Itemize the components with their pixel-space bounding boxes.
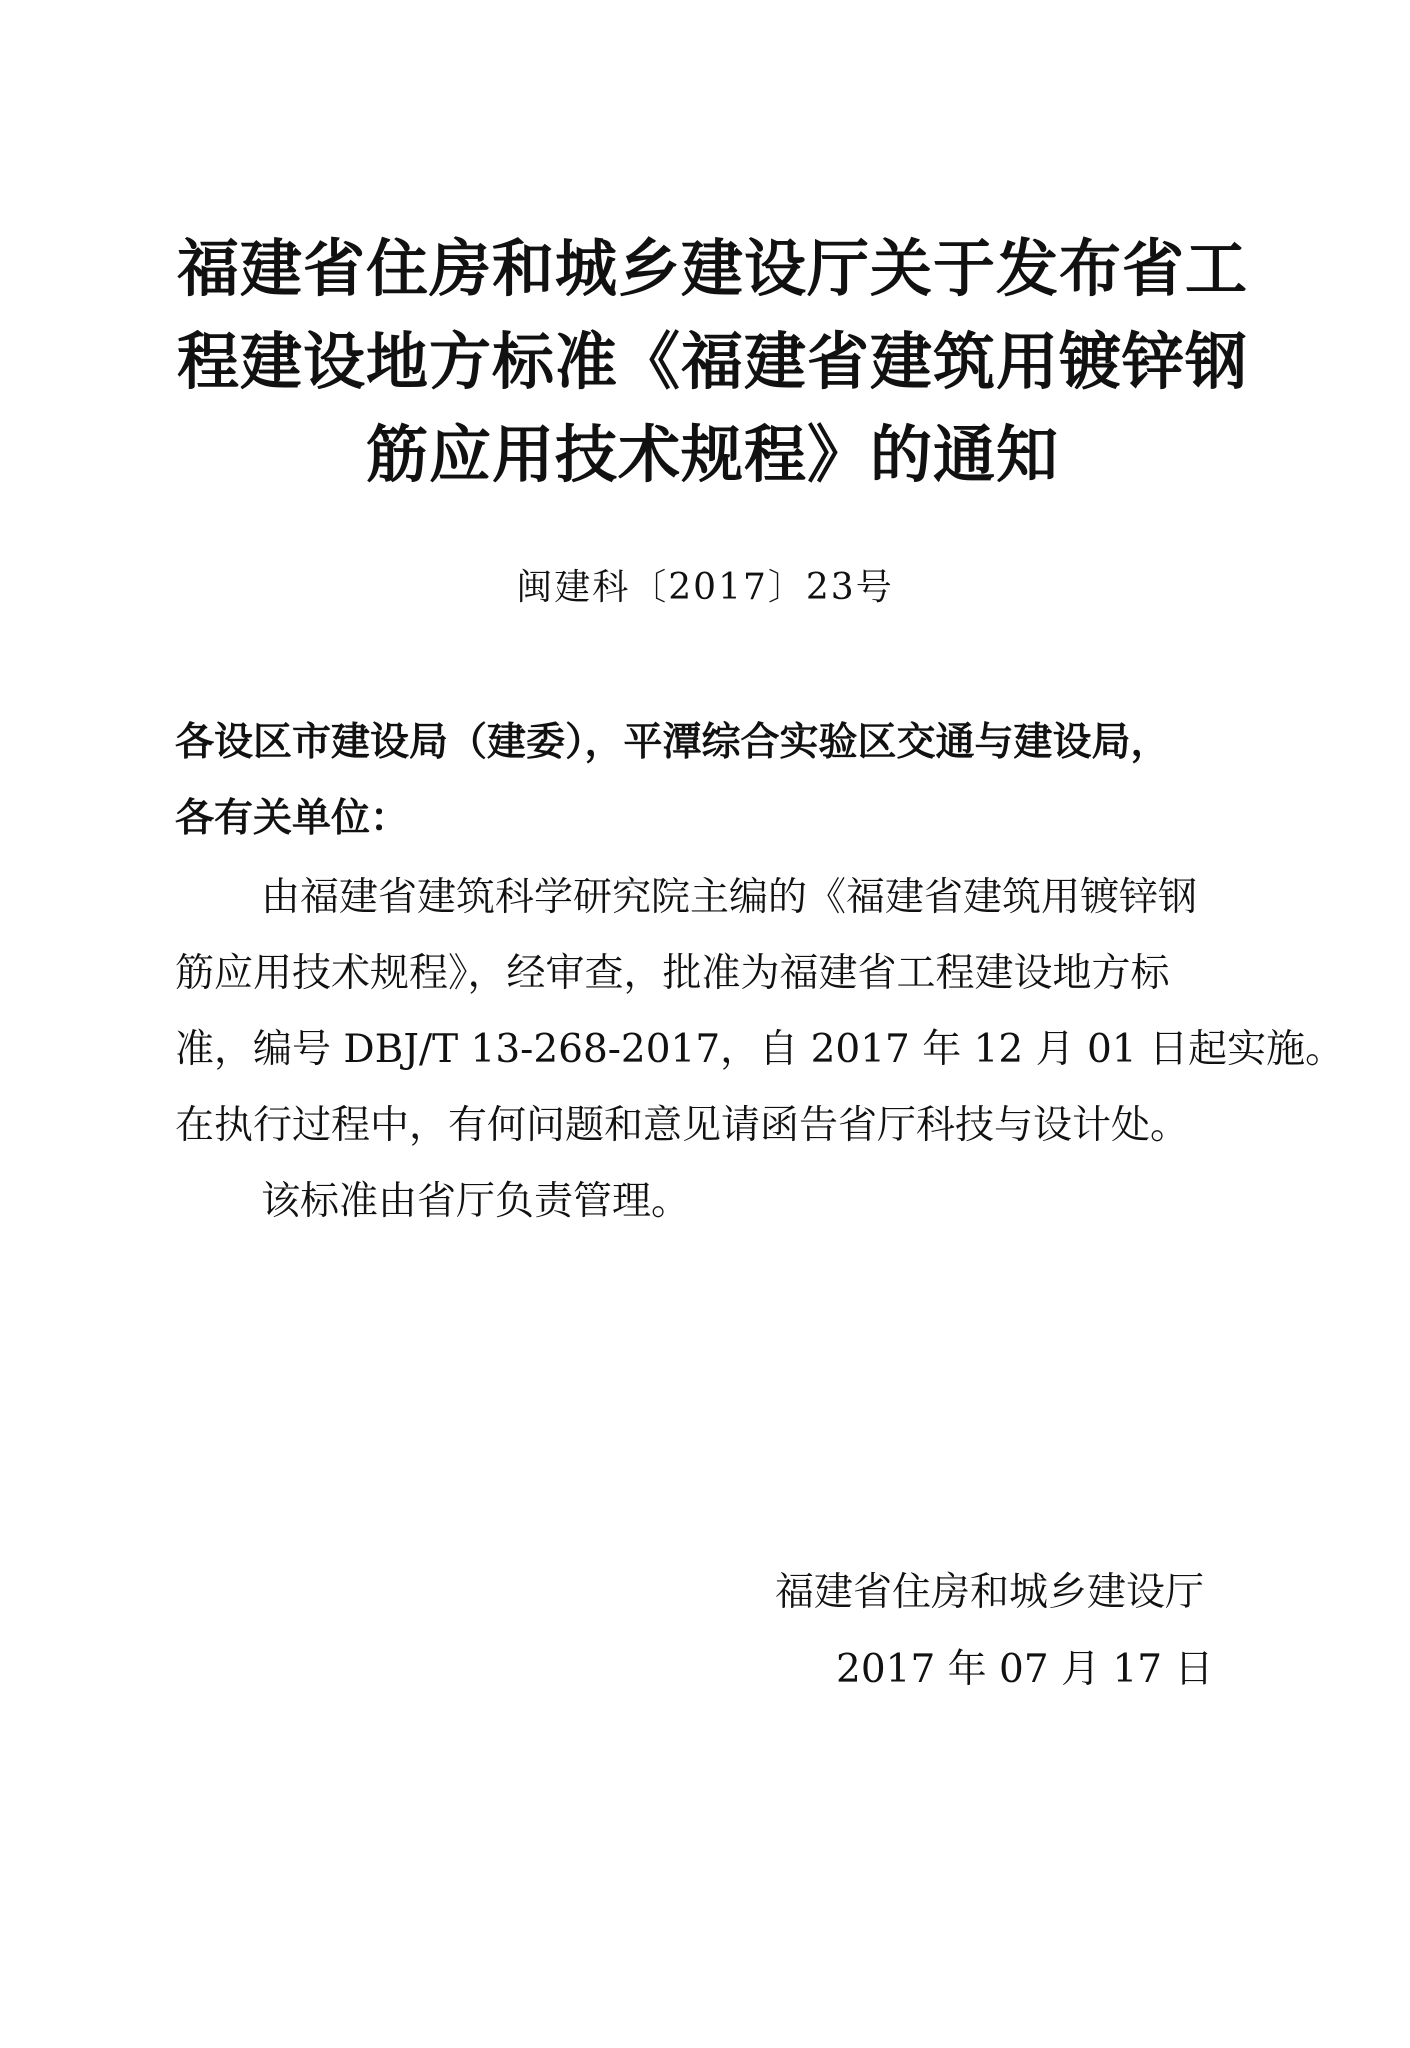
body-line: 准，编号 DBJ/T 13-268-2017，自 2017 年 12 月 01 日起实施。 — [175, 1027, 1345, 1072]
issuing-authority: 福建省住房和城乡建设厅 — [775, 1570, 1205, 1615]
addressee-line: 各有关单位： — [175, 796, 410, 841]
body-line: 在执行过程中，有何问题和意见请函告省厅科技与设计处。 — [175, 1103, 1190, 1148]
addressee — [175, 705, 1255, 857]
title-line: 筋应用技术规程》的通知 — [365, 418, 1059, 491]
title-line: 程建设地方标准《福建省建筑用镀锌钢 — [176, 325, 1248, 398]
body-line: 由福建省建筑科学研究院主编的《福建省建筑用镀锌钢 — [261, 875, 1198, 920]
title-line: 福建省住房和城乡建设厅关于发布省工 — [176, 232, 1248, 305]
body-line: 筋应用技术规程》，经审查，批准为福建省工程建设地方标 — [175, 951, 1170, 996]
document-number: 闽建科〔2017〕23号 — [516, 567, 894, 608]
closing-paragraph: 该标准由省厅负责管理。 — [261, 1179, 691, 1224]
issue-date: 2017 年 07 月 17 日 — [836, 1647, 1214, 1692]
document-title — [175, 222, 1250, 501]
body-paragraph — [175, 860, 1345, 1164]
addressee-line: 各设区市建设局（建委），平潭综合实验区交通与建设局， — [175, 720, 1170, 765]
